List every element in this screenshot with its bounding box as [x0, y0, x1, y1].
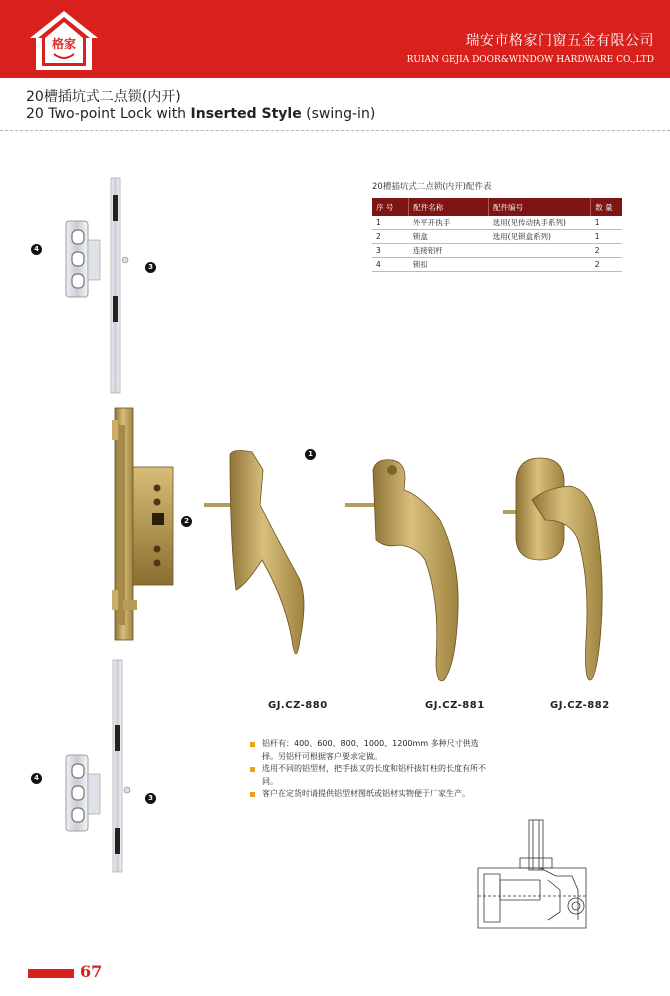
title-en-bold: Inserted Style	[190, 106, 302, 122]
product-title-cn: 20槽插坑式二点锁(内开)	[26, 89, 181, 105]
cell-seq: 3	[372, 244, 409, 258]
company-name-cn: 瑞安市格家门窗五金有限公司	[465, 33, 654, 49]
title-en-prefix: 20 Two-point Lock with	[26, 106, 191, 122]
company-name-en: RUIAN GEJIA DOOR&WINDOW HARDWARE CO.,LTD	[406, 55, 654, 65]
cell-name: 锁扣	[409, 258, 489, 272]
parts-table-title: 20槽插坑式二点锁(内开)配件表	[372, 182, 492, 192]
cell-code: 选用(见锁盒系列)	[489, 230, 591, 244]
lock-keeper-bottom	[66, 755, 100, 831]
note-text: 铝杆有：400、600、800、1000、1200mm 多种尺寸供选择。另铝杆可根据客户要求定做。	[262, 739, 479, 761]
connecting-rod-bottom	[113, 660, 130, 872]
note-text: 客户在定货时请提供铝型材图纸或铝材实物便于厂家生产。	[262, 789, 470, 798]
model-label-882: GJ.CZ-882	[550, 700, 610, 711]
callout-3-top: 3	[145, 262, 156, 273]
handle-881	[345, 460, 458, 681]
page-number: 67	[80, 962, 103, 981]
cell-qty: 2	[591, 258, 622, 272]
col-header-code: 配件编号	[489, 198, 591, 216]
col-header-seq: 序 号	[372, 198, 409, 216]
callout-2: 2	[181, 516, 192, 527]
bullet-icon	[250, 742, 255, 747]
lock-keeper-top	[66, 221, 100, 297]
callout-4-top: 4	[31, 244, 42, 255]
notes-list	[250, 738, 490, 801]
col-header-name: 配件名称	[409, 198, 489, 216]
model-label-880: GJ.CZ-880	[268, 700, 328, 711]
bullet-icon	[250, 767, 255, 772]
connecting-rod-top	[111, 178, 128, 393]
note-text: 选用不同的铝型材，把手拔叉的长度和铝杆拔钉柱的长度有所不同。	[262, 764, 486, 786]
cell-name: 锁盒	[409, 230, 489, 244]
cell-qty: 1	[591, 216, 622, 230]
handle-882	[503, 458, 602, 680]
profile-cross-section-drawing	[478, 820, 586, 928]
cell-code: 选用(见传动执手系列)	[489, 216, 591, 230]
cell-name: 外平开执手	[409, 216, 489, 230]
list-item	[250, 738, 490, 763]
cell-seq: 2	[372, 230, 409, 244]
logo-text: 格家	[51, 37, 77, 51]
lock-box	[112, 408, 173, 640]
callout-1: 1	[305, 449, 316, 460]
cell-seq: 4	[372, 258, 409, 272]
list-item	[250, 788, 490, 801]
callout-3-bottom: 3	[145, 793, 156, 804]
callout-4-bottom: 4	[31, 773, 42, 784]
footer-bar	[28, 969, 74, 978]
handle-880	[204, 451, 304, 654]
list-item	[250, 763, 490, 788]
model-label-881: GJ.CZ-881	[425, 700, 485, 711]
cell-qty: 1	[591, 230, 622, 244]
title-en-suffix: (swing-in)	[301, 106, 376, 122]
col-header-qty: 数 量	[591, 198, 622, 216]
bullet-icon	[250, 792, 255, 797]
cell-seq: 1	[372, 216, 409, 230]
cell-qty: 2	[591, 244, 622, 258]
cell-name: 连接铝杆	[409, 244, 489, 258]
